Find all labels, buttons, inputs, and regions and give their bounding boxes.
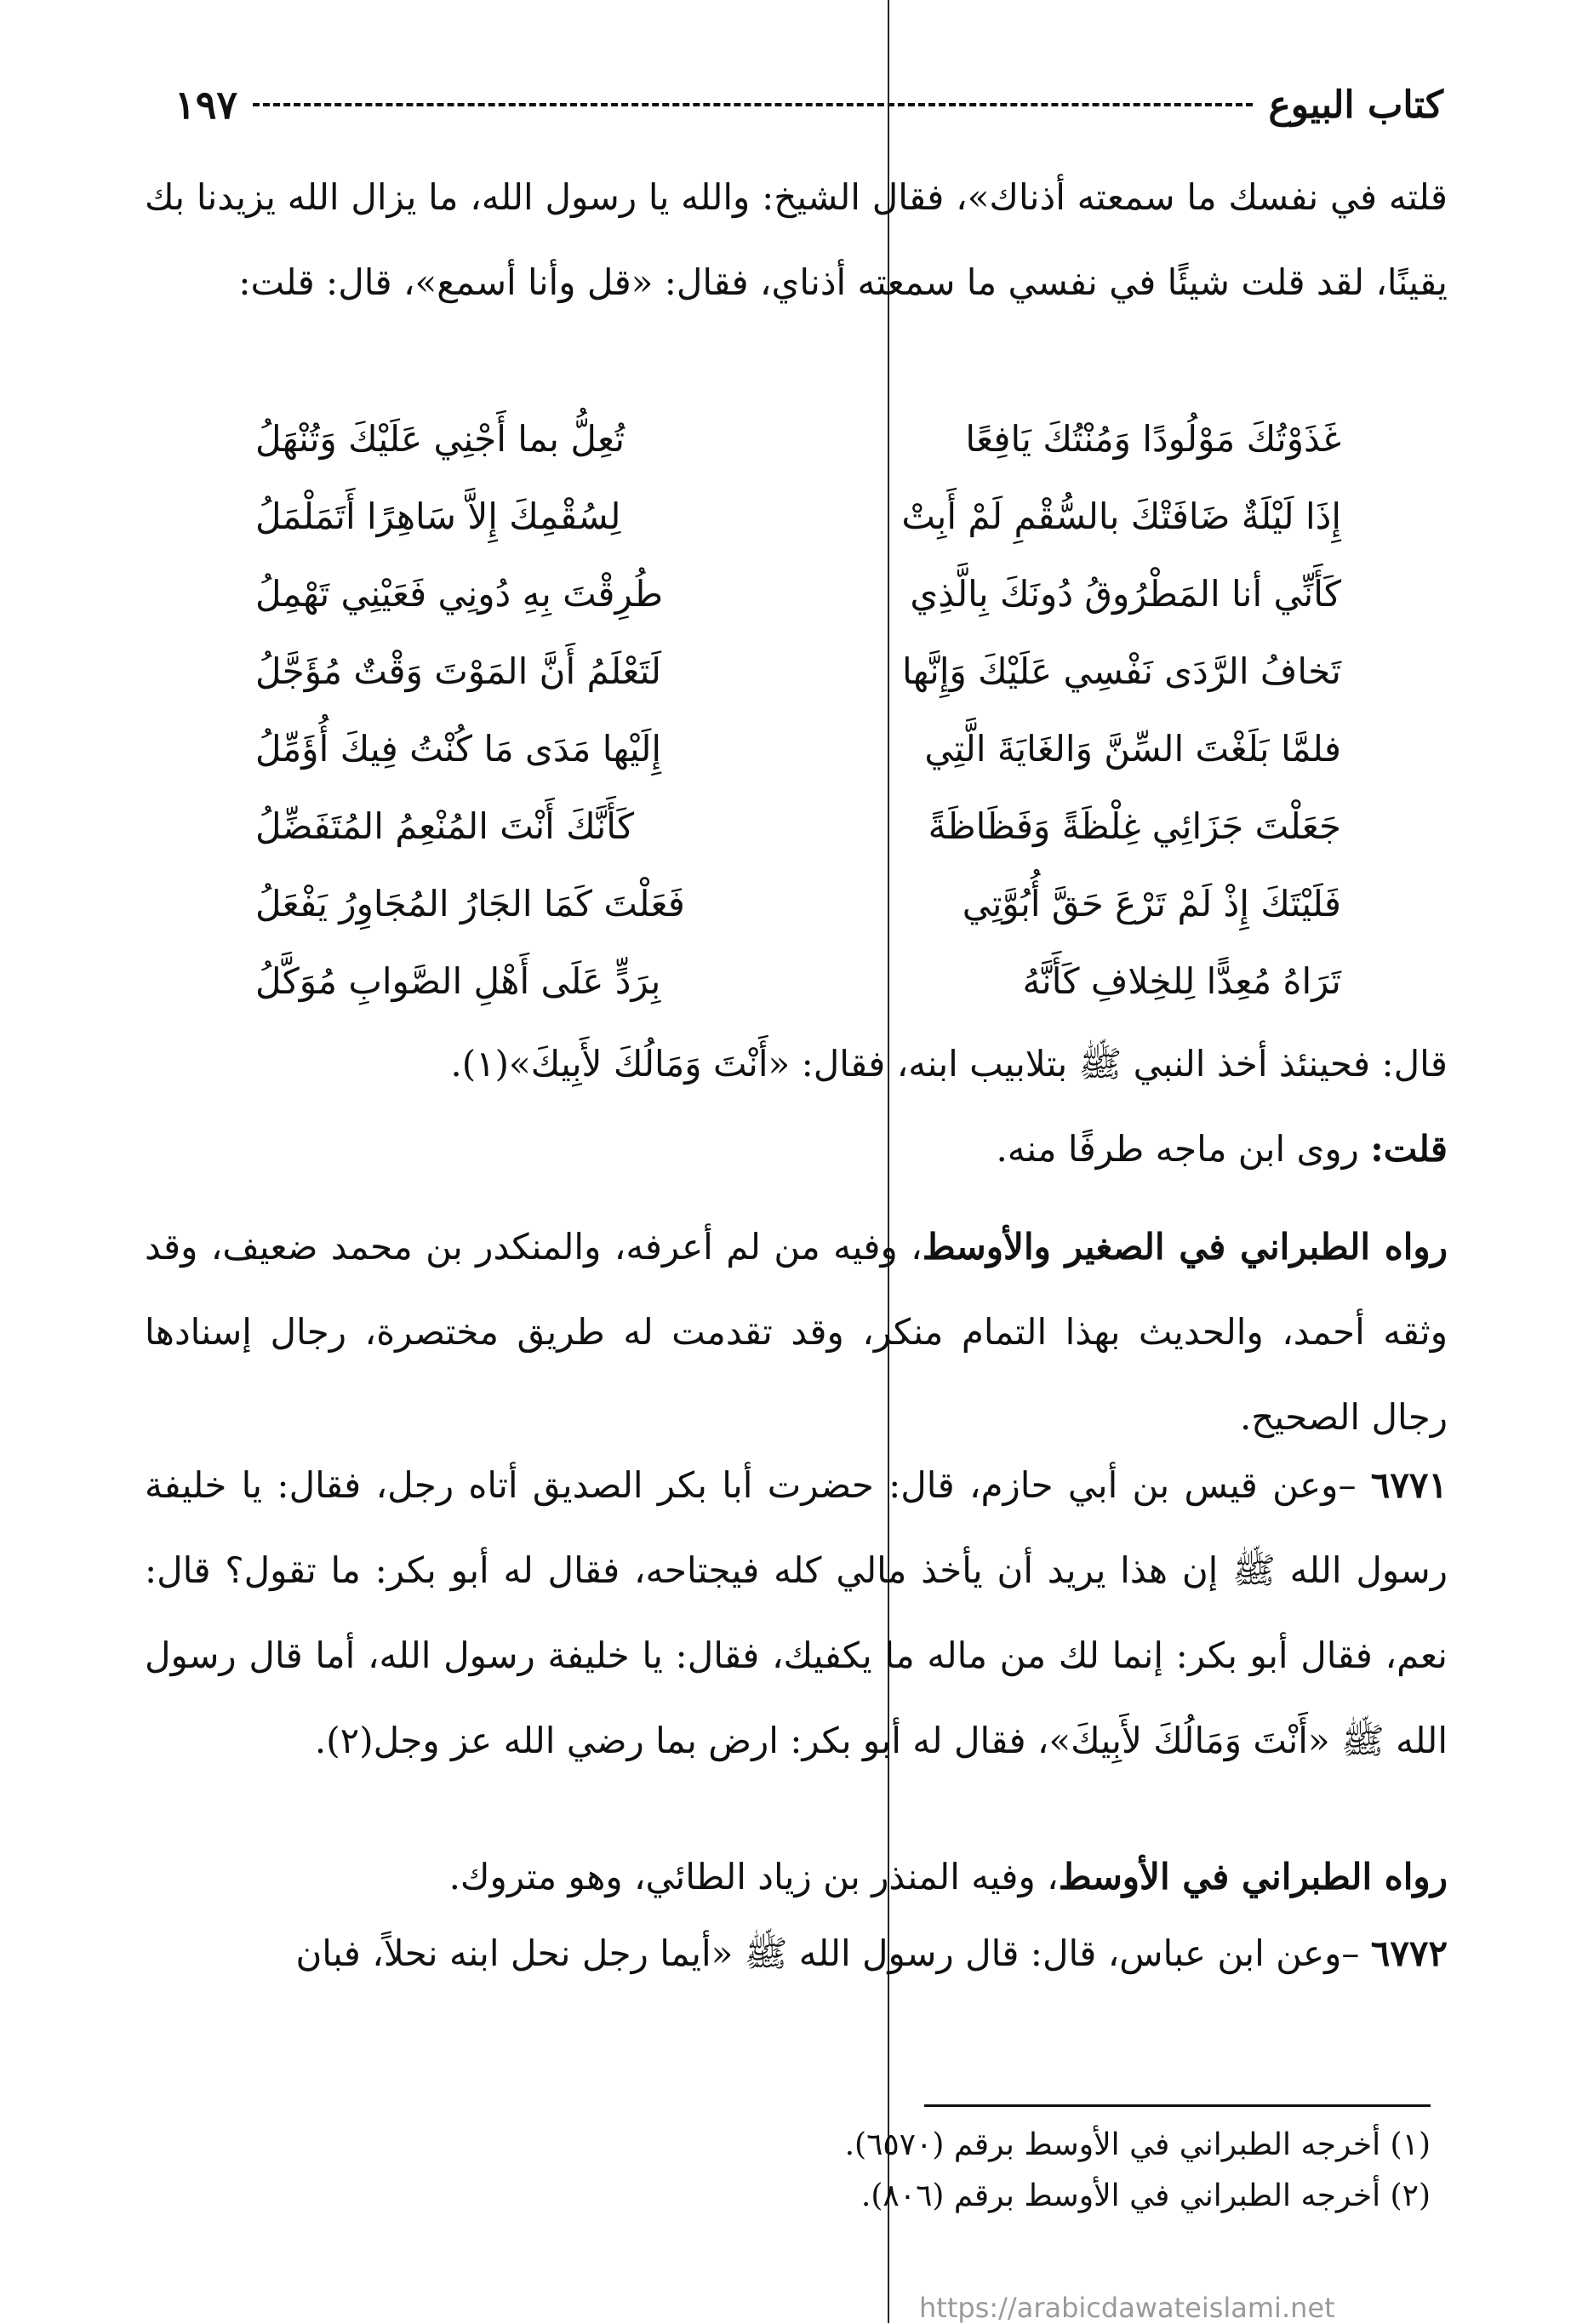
poem-verse — [255, 400, 1341, 478]
footnote-2: (٢) أخرجه الطبراني في الأوسط برقم (٨٠٦). — [860, 2178, 1431, 2213]
takhrij-text: ، وفيه من لم أعرفه، والمنكدر بن محمد ضعيف، وقد وثقه أحمد، والحديث بهذا التمام منكر، وقد تقدمت له طريق مختصرة، رجال إسنادها رجال الصحيح. — [145, 1226, 1448, 1438]
note-paragraph — [145, 1107, 1448, 1192]
note-text: روى ابن ماجه طرفًا منه. — [996, 1128, 1371, 1170]
takhrij-text: ، وفيه المنذر بن زياد الطائي، وهو متروك. — [448, 1856, 1059, 1898]
footnote-separator — [924, 2104, 1431, 2107]
poem-verse — [255, 942, 1341, 1020]
note-label: قلت: — [1370, 1128, 1448, 1170]
poem-verse — [255, 865, 1341, 942]
poem-verse — [255, 478, 1341, 555]
poem-verse — [255, 555, 1341, 633]
takhrij-paragraph-2 — [145, 1835, 1448, 1920]
verse-first-hemistich: جَعَلْتَ جَزَائِي غِلْظَةً وَفَظَاظَةً — [928, 805, 1341, 847]
verse-first-hemistich: غَذَوْتُكَ مَوْلُودًا وَمُنْتُكَ يَافِعًا — [965, 418, 1341, 460]
watermark-url: https://arabicdawateislami.net — [919, 2292, 1335, 2324]
verse-second-hemistich: طُرِقْتَ بِهِ دُونِي فَعَيْنِي تَهْمِلُ — [255, 573, 664, 615]
poem-verse — [255, 787, 1341, 865]
hadith-6771 — [145, 1443, 1448, 1783]
after-poem-line: قال: فحينئذ أخذ النبي ﷺ بتلابيب ابنه، فقال: «أَنْتَ وَمَالُكَ لأَبِيكَ»(١). — [450, 1043, 1448, 1085]
footnote-1: (١) أخرجه الطبراني في الأوسط برقم (٦٥٧٠). — [844, 2127, 1431, 2162]
running-head — [174, 75, 1443, 135]
verse-first-hemistich: فلمَّا بَلَغْتَ السِّنَّ وَالغَايَةَ الَّتِي — [924, 728, 1341, 770]
verse-first-hemistich: إِذَا لَيْلَةٌ ضَافَتْكَ بالسُّقْمِ لَمْ أَبِتْ — [901, 495, 1341, 537]
takhrij-source: رواه الطبراني في الصغير والأوسط — [922, 1226, 1448, 1268]
verse-first-hemistich: فَلَيْتَكَ إِذْ لَمْ تَرْعَ حَقَّ أُبُوَّتِي — [962, 883, 1341, 924]
verse-second-hemistich: لِسُقْمِكَ إِلاَّ سَاهِرًا أَتَمَلْمَلُ — [255, 495, 621, 537]
poem-verse — [255, 710, 1341, 787]
verse-second-hemistich: لَتَعْلَمُ أَنَّ المَوْتَ وَقْتٌ مُؤَجَّلُ — [255, 650, 662, 692]
verse-first-hemistich: تَخافُ الرَّدَى نَفْسِي عَلَيْكَ وَإِنَّها — [902, 650, 1341, 692]
hadith-text: –وعن قيس بن أبي حازم، قال: حضرت أبا بكر الصديق أتاه رجل، فقال: يا خليفة رسول الله ﷺ إن هذا يريد أن يأخذ مالي كله فيجتاحه، فقال له أبو بكر: ما تقول؟ قال: نعم، فقال أبو بكر: إنما لك من ماله ما يكفيك، فقال: يا خليفة رسول الله، أما قال رسول الله ﷺ «أَنْتَ وَمَالُكَ لأَبِيكَ»، فقال له أبو بكر: ارض بما رضي الله عز وجل(٢). — [145, 1464, 1448, 1761]
verse-second-hemistich: كَأَنَّكَ أَنْتَ المُنْعِمُ المُتَفَضِّلُ — [255, 805, 635, 847]
hadith-number: ٦٧٧٢ — [1370, 1932, 1448, 1974]
verse-second-hemistich: فَعَلْتَ كَمَا الجَارُ المُجَاوِرُ يَفْعَلُ — [255, 883, 685, 924]
poem — [255, 400, 1341, 1020]
header-dashed-rule — [253, 103, 1253, 106]
takhrij-source: رواه الطبراني في الأوسط — [1058, 1856, 1448, 1898]
takhrij-paragraph-1 — [145, 1205, 1448, 1460]
book-title: كتاب البيوع — [1268, 83, 1443, 127]
verse-second-hemistich: بِرَدٍّ عَلَى أَهْلِ الصَّوابِ مُوَكَّلُ — [255, 960, 661, 1002]
intro-paragraph: قلته في نفسك ما سمعته أذناك»، فقال الشيخ: والله يا رسول الله، ما يزال الله يزيدنا بك يقينًا، لقد قلت شيئًا في نفسي ما سمعته أذناي، فقال: «قل وأنا أسمع»، قال: قلت: — [145, 176, 1448, 303]
verse-second-hemistich: تُعِلُّ بما أَجْنِي عَلَيْكَ وَتُنْهَلُ — [255, 418, 625, 460]
verse-first-hemistich: كَأَنِّي أنا المَطْرُوقُ دُونَكَ بِالَّذِي — [910, 573, 1341, 615]
verse-first-hemistich: تَرَاهُ مُعِدًّا لِلخِلافِ كَأَنَّهُ — [1022, 960, 1341, 1002]
hadith-text: –وعن ابن عباس، قال: قال رسول الله ﷺ «أيما رجل نحل ابنه نحلاً، فبان — [295, 1932, 1371, 1974]
poem-verse — [255, 633, 1341, 710]
hadith-6772 — [145, 1911, 1448, 1996]
hadith-number: ٦٧٧١ — [1370, 1464, 1448, 1506]
footnotes — [426, 2120, 1431, 2222]
page-number: ١٩٧ — [174, 82, 238, 128]
verse-second-hemistich: إِلَيْها مَدَى مَا كُنْتُ فِيكَ أُؤَمِّلُ — [255, 728, 662, 770]
